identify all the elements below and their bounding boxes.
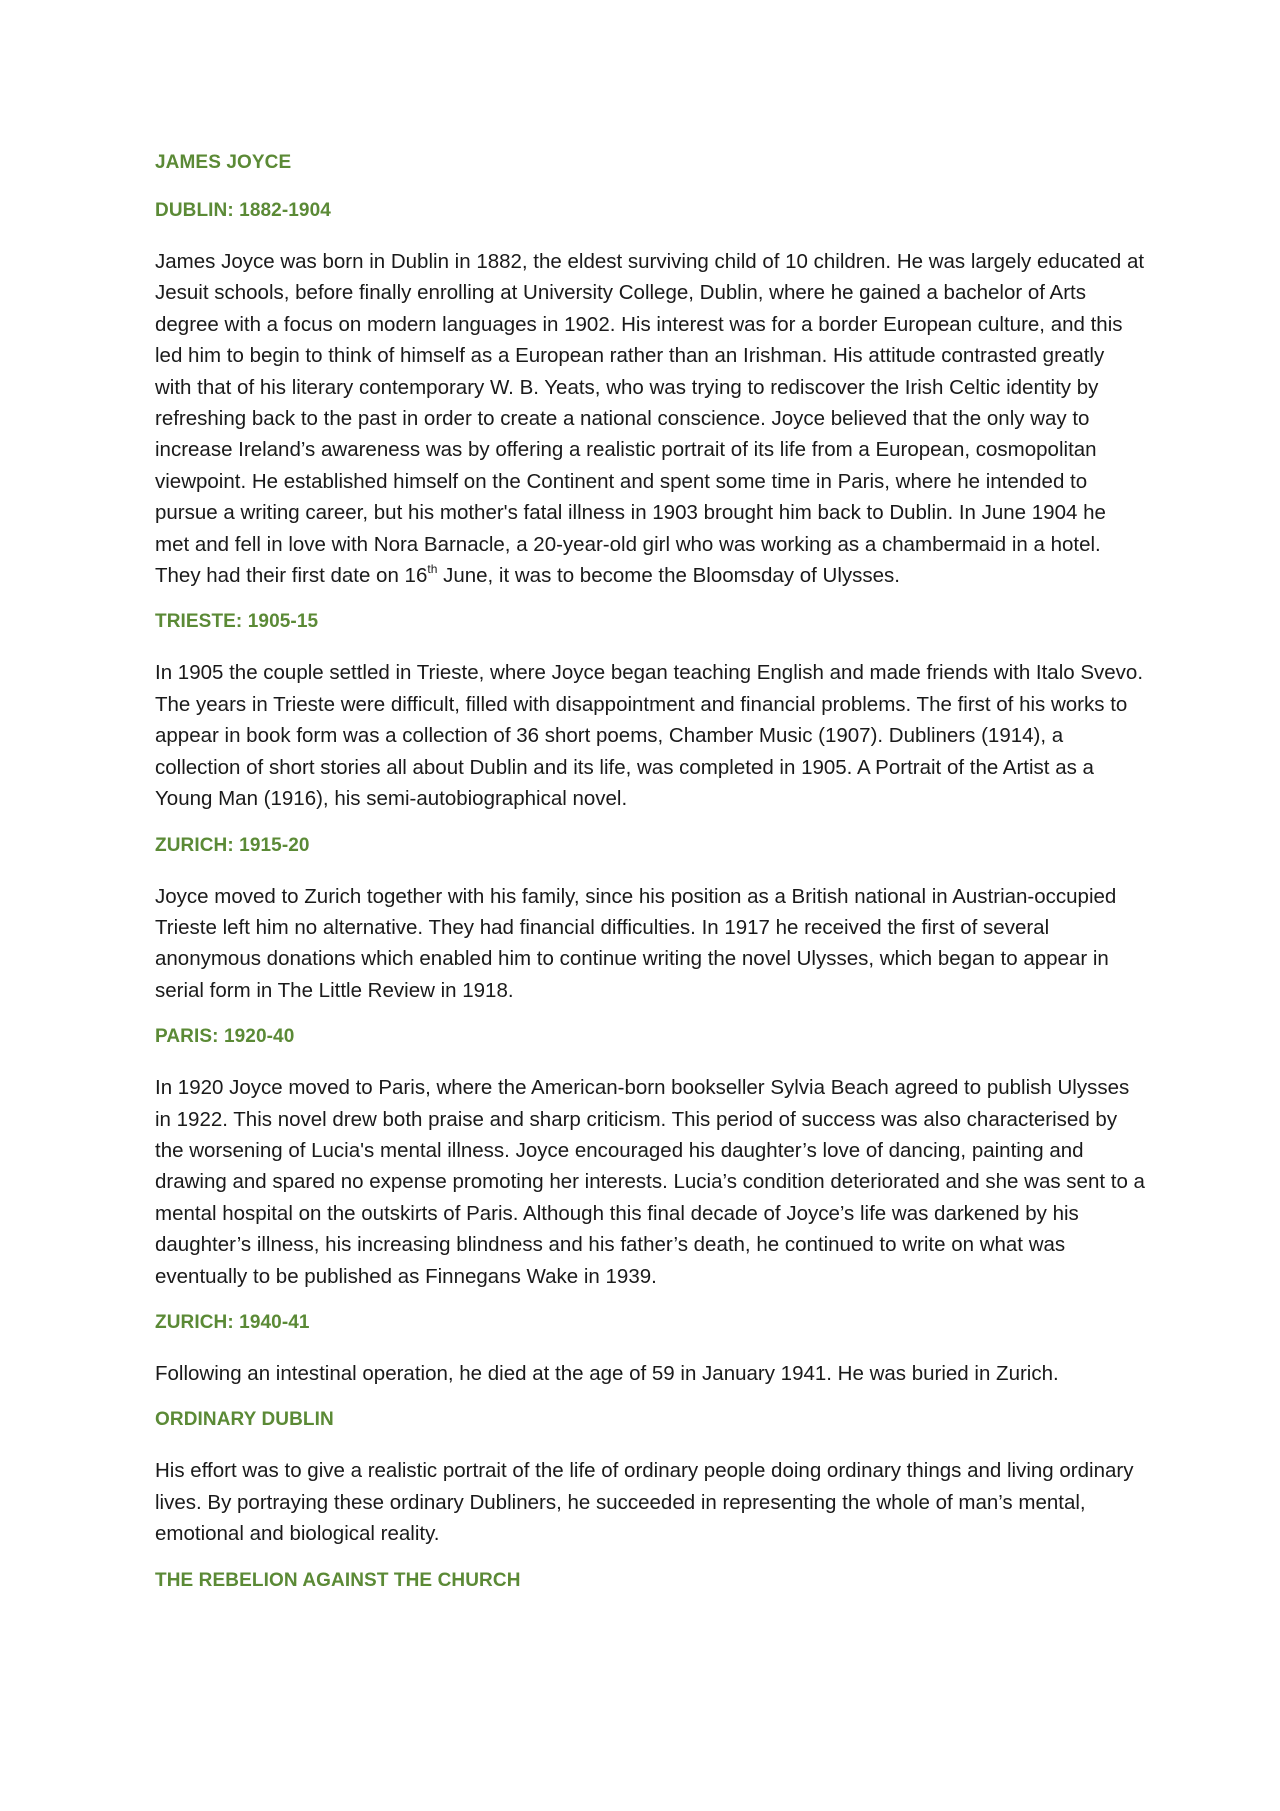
section-heading-trieste: TRIESTE: 1905-15 bbox=[155, 611, 319, 633]
body-text: James Joyce was born in Dublin in 1882, the eldest surviving child of 10 children. He was largely educated at Jesuit schools, before finally enrolling at University College, Dublin, where he gained a bachelor of Arts degree with a focus on modern languages in 1902. His interest was for a border European culture, and this led him to begin to think of himself as a European rather than an Irishman. His attitude contrasted greatly with that of his literary contemporary W. B. Yeats, who was trying to rediscover the Irish Celtic identity by refreshing back to the past in order to create a national conscience. Joyce believed that the only way to increase Ireland’s awareness was by offering a realistic portrait of its life from a European, cosmopolitan viewpoint. He established himself on the Continent and spent some time in Paris, where he intended to pursue a writing career, but his mother's fatal illness in 1903 brought him back to Dublin. In June 1904 he met and fell in love with Nora Barnacle, a 20-year-old girl who was working as a chambermaid in a hotel. They had their first date on 16 bbox=[155, 250, 1145, 588]
section-body-trieste: In 1905 the couple settled in Trieste, where Joyce began teaching English and made friends with Italo Svevo. The years in Trieste were difficult, filled with disappointment and financial problems. The first of his works to appear in book form was a collection of 36 short poems, Chamber Music (1907). Dubliners (1914), a collection of short stories all about Dublin and its life, was completed in 1905. A Portrait of the Artist as a Young Man (1916), his semi-autobiographical novel. bbox=[155, 661, 1144, 811]
section-heading-paris: PARIS: 1920-40 bbox=[155, 1026, 295, 1048]
section-body-dublin-1882 bbox=[155, 246, 1145, 591]
body-text: June, it was to become the Bloomsday of Ulysses. bbox=[437, 564, 900, 588]
section-heading-zurich-1940: ZURICH: 1940-41 bbox=[155, 1311, 310, 1333]
section-heading-rebelion-church: THE REBELION AGAINST THE CHURCH bbox=[155, 1569, 521, 1591]
document-title: JAMES JOYCE bbox=[155, 152, 292, 173]
document-page bbox=[155, 150, 1145, 1616]
section-body-zurich-1915: Joyce moved to Zurich together with his family, since his position as a British national in Austrian-occupied Trieste left him no alternative. They had financial difficulties. In 1917 he received the first of several anonymous donations which enabled him to continue writing the novel Ulysses, which began to appear in serial form in The Little Review in 1918. bbox=[155, 884, 1117, 1002]
ordinal-superscript: th bbox=[427, 562, 438, 577]
section-body-paris: In 1920 Joyce moved to Paris, where the American-born bookseller Sylvia Beach agreed to publish Ulysses in 1922. This novel drew both praise and sharp criticism. This period of success was also characterised by the worsening of Lucia's mental illness. Joyce encouraged his daughter’s love of dancing, painting and drawing and spared no expense promoting her interests. Lucia’s condition deteriorated and she was sent to a mental hospital on the outskirts of Paris. Although this final decade of Joyce’s life was darkened by his daughter’s illness, his increasing blindness and his father’s death, he continued to write on what was eventually to be published as Finnegans Wake in 1939. bbox=[155, 1076, 1145, 1288]
section-heading-dublin-1882: DUBLIN: 1882-1904 bbox=[155, 200, 331, 221]
section-body-zurich-1940: Following an intestinal operation, he died at the age of 59 in January 1941. He was buried in Zurich. bbox=[155, 1361, 1059, 1385]
section-body-ordinary-dublin: His effort was to give a realistic portrait of the life of ordinary people doing ordinary things and living ordinary lives. By portraying these ordinary Dubliners, he succeeded in representing the whole of man’s mental, emotional and biological reality. bbox=[155, 1459, 1134, 1546]
section-heading-zurich-1915: ZURICH: 1915-20 bbox=[155, 834, 310, 856]
section-heading-ordinary-dublin: ORDINARY DUBLIN bbox=[155, 1409, 334, 1431]
